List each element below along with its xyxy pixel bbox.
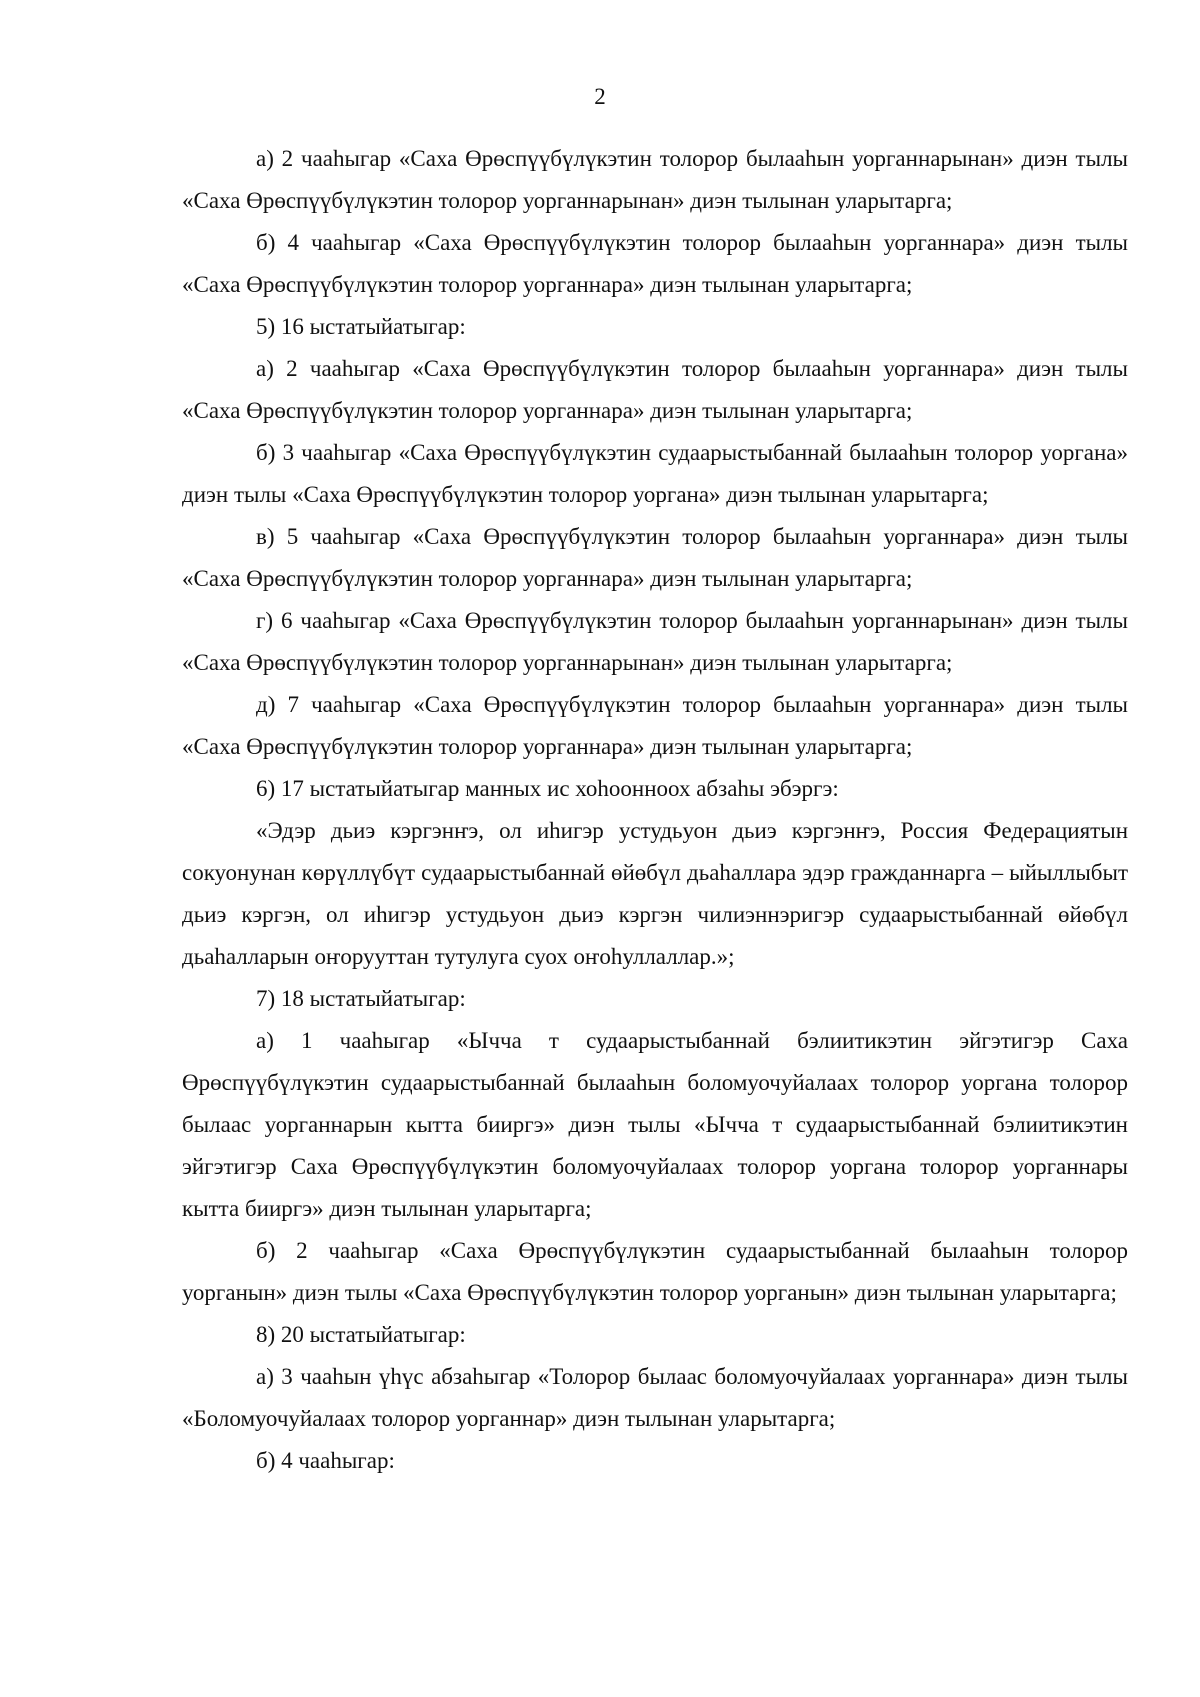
paragraph: б) 4 чааһыгар: (256, 1448, 395, 1473)
paragraph: 5) 16 ыстатыйатыгар: (256, 314, 466, 339)
paragraph: а) 2 чааһыгар «Саха Өрөспүүбүлүкэтин толорор былааһын уорганнара» диэн тылы «Саха Өрөспүүбүлүкэтин толорор уорганнара» диэн тылынан уларытарга; (182, 356, 1128, 423)
paragraph: б) 2 чааһыгар «Саха Өрөспүүбүлүкэтин судаарыстыбаннай былааһын толорор уорганын» диэн тылы «Саха Өрөспүүбүлүкэтин толорор уорганын» диэн тылынан уларытарга; (182, 1238, 1128, 1305)
paragraph: 6) 17 ыстатыйатыгар манных ис хоһоонноох абзаһы эбэргэ: (256, 776, 839, 801)
paragraph: а) 2 чааһыгар «Саха Өрөспүүбүлүкэтин толорор былааһын уорганнарынан» диэн тылы «Саха Өрөспүүбүлүкэтин толорор уорганнарынан» диэн тылынан уларытарга; (182, 146, 1128, 213)
paragraph: 8) 20 ыстатыйатыгар: (256, 1322, 466, 1347)
paragraph: «Эдэр дьиэ кэргэнҥэ, ол иһигэр устудьуон дьиэ кэргэнҥэ, Россия Федерациятын сокуонунан көрүллүбүт судаарыстыбаннай өйөбүл дьаһаллара эдэр гражданнарга – ыйыллыбыт дьиэ кэргэн, ол иһигэр устудьуон дьиэ кэргэн чилиэннэригэр судаарыстыбаннай өйөбүл дьаһалларын оҥорууттан тутулуга суох оҥоһуллаллар.»; (182, 818, 1128, 969)
paragraph: а) 3 чааһын үһүс абзаһыгар «Толорор былаас боломуочуйалаах уорганнара» диэн тылы «Боломуочуйалаах толорор уорганнар» диэн тылынан уларытарга; (182, 1364, 1128, 1431)
paragraph: а) 1 чааһыгар «Ычча т судаарыстыбаннай бэлиитикэтин эйгэтигэр Саха Өрөспүүбүлүкэтин судаарыстыбаннай былааһын боломуочуйалаах толорор уоргана толорор былаас уорганнарын кытта бииргэ» диэн тылы «Ычча т судаарыстыбаннай бэлиитикэтин эйгэтигэр Саха Өрөспүүбүлүкэтин боломуочуйалаах толорор уоргана толорор уорганнары кытта бииргэ» диэн тылынан уларытарга; (182, 1028, 1128, 1221)
paragraph: в) 5 чааһыгар «Саха Өрөспүүбүлүкэтин толорор былааһын уорганнара» диэн тылы «Саха Өрөспүүбүлүкэтин толорор уорганнара» диэн тылынан уларытарга; (182, 524, 1128, 591)
paragraph: д) 7 чааһыгар «Саха Өрөспүүбүлүкэтин толорор былааһын уорганнара» диэн тылы «Саха Өрөспүүбүлүкэтин толорор уорганнара» диэн тылынан уларытарга; (182, 692, 1128, 759)
document-body (182, 138, 1128, 1482)
paragraph: 7) 18 ыстатыйатыгар: (256, 986, 466, 1011)
paragraph: б) 3 чааһыгар «Саха Өрөспүүбүлүкэтин судаарыстыбаннай былааһын толорор уоргана» диэн тылы «Саха Өрөспүүбүлүкэтин толорор уоргана» диэн тылынан уларытарга; (182, 440, 1128, 507)
paragraph: г) 6 чааһыгар «Саха Өрөспүүбүлүкэтин толорор былааһын уорганнарынан» диэн тылы «Саха Өрөспүүбүлүкэтин толорор уорганнарынан» диэн тылынан уларытарга; (182, 608, 1128, 675)
paragraph: б) 4 чааһыгар «Саха Өрөспүүбүлүкэтин толорор былааһын уорганнара» диэн тылы «Саха Өрөспүүбүлүкэтин толорор уорганнара» диэн тылынан уларытарга; (182, 230, 1128, 297)
page-number: 2 (594, 84, 606, 109)
